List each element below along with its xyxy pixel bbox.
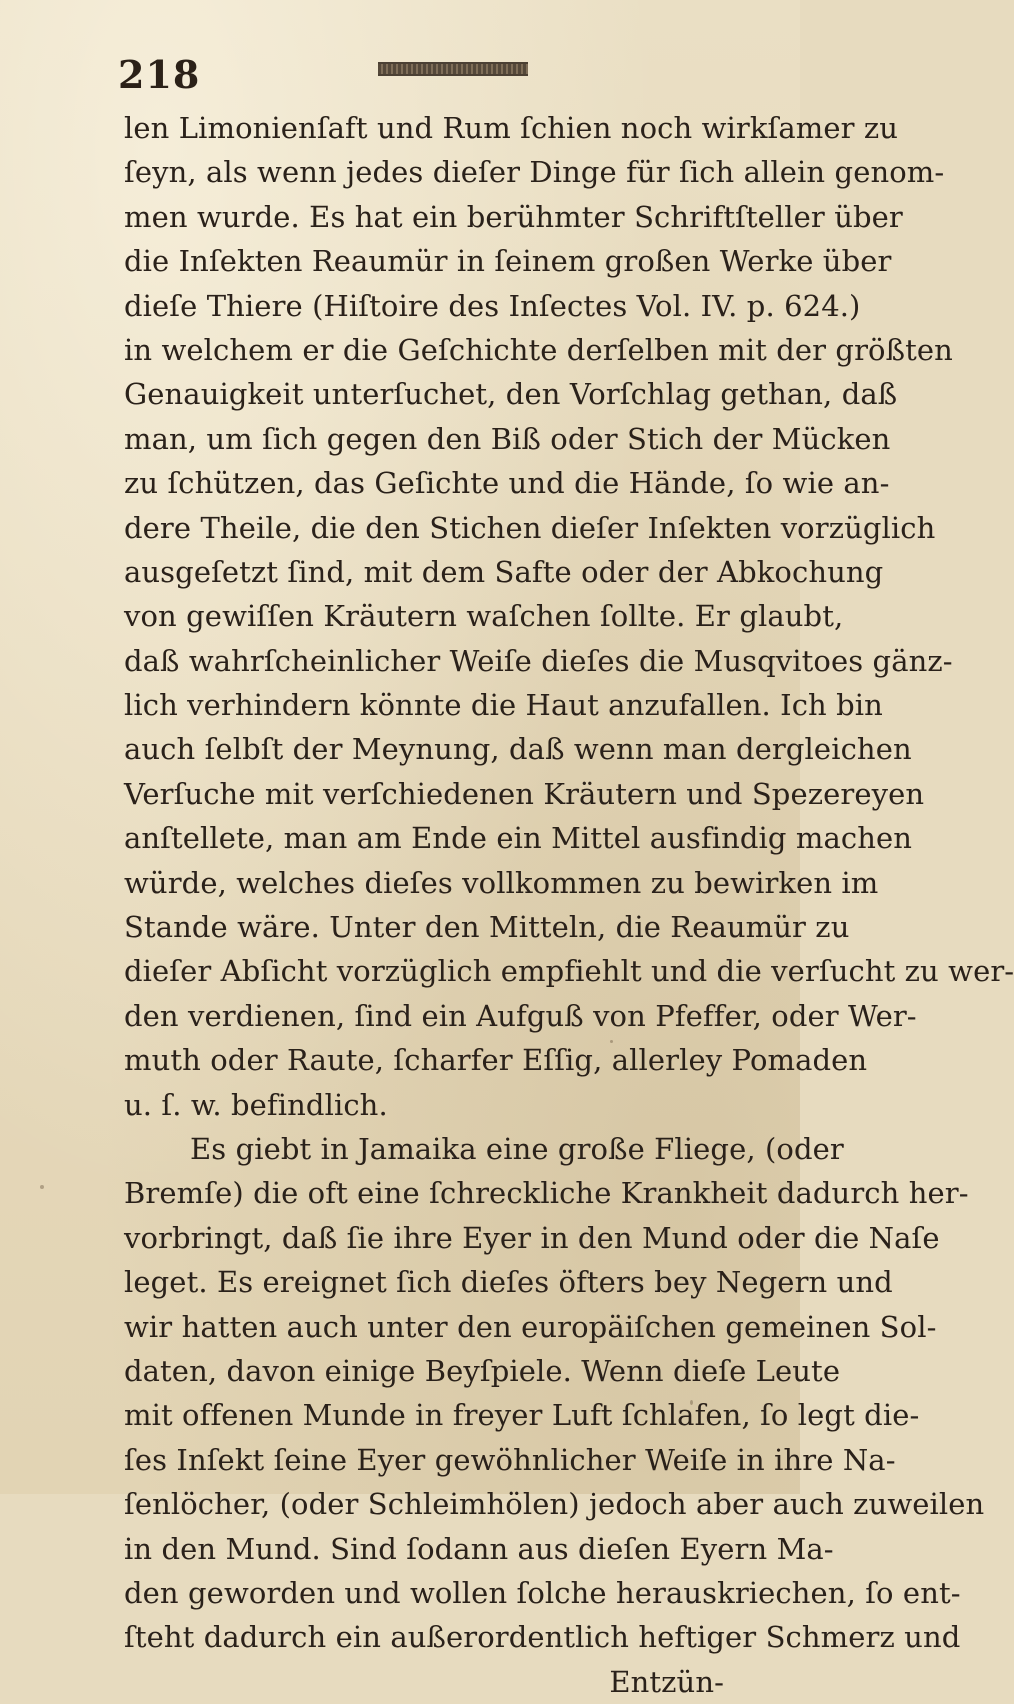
paragraph-start-line: Es giebt in Jamaika eine große Fliege, (oder [190,1131,844,1166]
text-line: auch ſelbſt der Meynung, daß wenn man dergleichen [124,732,912,767]
text-line: anſtellete, man am Ende ein Mittel ausfindig machen [124,821,913,856]
page-number: 218 [118,52,201,97]
header-ornament-rule [378,62,528,76]
text-line: mit offenen Munde in freyer Luft ſchlafen, ſo legt die- [124,1398,920,1433]
text-line: len Limonienſaft und Rum ſchien noch wirkſamer zu [124,111,899,145]
text-line: in den Mund. Sind ſodann aus dieſen Eyern Ma- [124,1531,834,1566]
text-line: dieſer Abſicht vorzüglich empfiehlt und die verſucht zu wer- [124,954,1014,989]
text-line: die Inſekten Reaumür in ſeinem großen Werke über [124,244,892,279]
text-line: Genauigkeit unterſuchet, den Vorſchlag gethan, daß [124,377,898,412]
text-line: ſes Inſekt ſeine Eyer gewöhnlicher Weiſe in ihre Na- [124,1442,896,1477]
paper-speck [690,1400,693,1405]
text-line: Verſuche mit verſchiedenen Kräutern und Spezereyen [124,776,925,811]
text-line: man, um ſich gegen den Biß oder Stich der Mücken [124,421,891,456]
text-line: den verdienen, ſind ein Aufguß von Pfeffer, oder Wer- [124,998,917,1033]
text-line: wir hatten auch unter den europäiſchen gemeinen Sol- [124,1309,937,1344]
page-body-text [124,106,1014,1704]
text-line: in welchem er die Geſchichte derſelben mit der größten [124,332,953,367]
text-line: lich verhindern könnte die Haut anzufallen. Ich bin [124,688,883,723]
text-line: ſteht dadurch ein außerordentlich heftiger Schmerz und [124,1620,961,1655]
text-line: zu ſchützen, das Geſichte und die Hände, ſo wie an- [124,466,890,501]
text-line: ausgeſetzt ſind, mit dem Safte oder der Abkochung [124,554,884,589]
text-line: muth oder Raute, ſcharfer Eſſig, allerley Pomaden [124,1043,868,1078]
text-line: den geworden und wollen ſolche herauskriechen, ſo ent- [124,1575,961,1610]
text-line: daß wahrſcheinlicher Weiſe dieſes die Musqvitoes gänz- [124,643,953,678]
text-line: ſeyn, als wenn jedes dieſer Dinge für ſich allein genom- [124,155,945,190]
text-line: würde, welches dieſes vollkommen zu bewirken im [124,865,879,900]
text-line: Stande wäre. Unter den Mitteln, die Reaumür zu [124,910,850,945]
paper-speck [610,1040,613,1043]
text-line: vorbringt, daß ſie ihre Eyer in den Mund oder die Naſe [124,1220,940,1255]
text-line: men wurde. Es hat ein berühmter Schriftſteller über [124,199,903,234]
text-line: von gewiſſen Kräutern waſchen ſollte. Er glaubt, [124,599,844,634]
text-line: leget. Es ereignet ſich dieſes öfters bey Negern und [124,1265,893,1300]
text-line: dieſe Thiere (Hiſtoire des Inſectes Vol. IV. p. 624.) [124,288,861,323]
text-line: dere Theile, die den Stichen dieſer Inſekten vorzüglich [124,510,936,545]
text-line: u. ſ. w. befindlich. [124,1087,388,1122]
paper-speck [40,1185,44,1189]
catchword: Entzün- [609,1664,724,1699]
text-line: Bremſe) die oft eine ſchreckliche Krankheit dadurch her- [124,1176,969,1211]
text-line: ſenlöcher, (oder Schleimhölen) jedoch aber auch zuweilen [124,1487,985,1522]
text-line: daten, davon einige Beyſpiele. Wenn dieſe Leute [124,1353,841,1388]
